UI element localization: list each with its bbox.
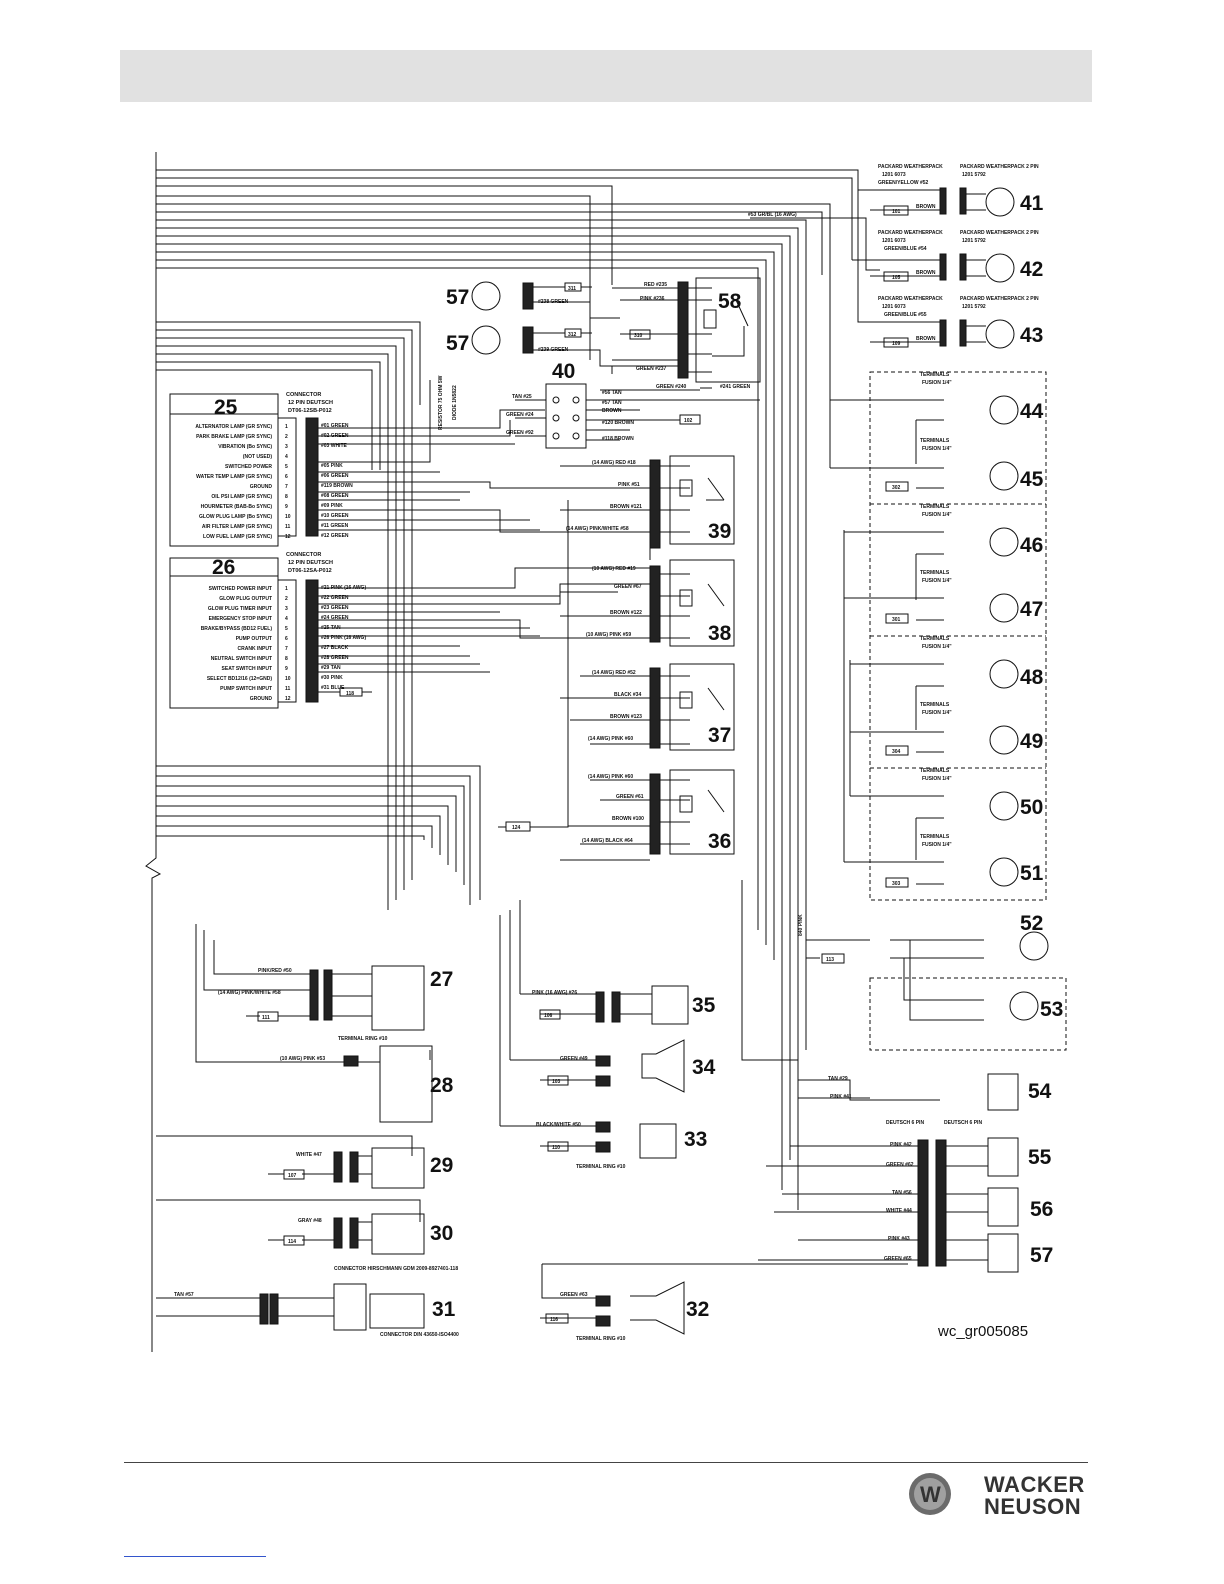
sw40-a: TAN #25 — [512, 394, 532, 400]
r38-c: BROWN #122 — [610, 610, 642, 616]
connector25-pin-number: 5 — [285, 464, 288, 470]
connector25-pin-label: AIR FILTER LAMP (GR SYNC) — [201, 524, 272, 530]
ground-101: 101 — [892, 209, 901, 215]
connector26-pin-number: 8 — [285, 656, 288, 662]
connector25-wire-label: #06 GREEN — [321, 473, 349, 479]
w29: WHITE #47 — [296, 1152, 322, 1158]
connector25-pin-label: WATER TEMP LAMP (GR SYNC) — [196, 474, 272, 480]
w57-a: PINK #43 — [888, 1236, 910, 1242]
c25-title: CONNECTOR — [286, 392, 322, 398]
w34: GREEN #49 — [560, 1056, 588, 1062]
k58-c: GREEN #237 — [636, 366, 667, 372]
r37-b: BLACK #34 — [614, 692, 642, 698]
ground-312: 312 — [568, 332, 577, 338]
w35: PINK (16 AWG) #26 — [532, 990, 578, 996]
connector25-wire-label: #12 GREEN — [321, 533, 349, 539]
connector25-wire-label: #10 GREEN — [321, 513, 349, 519]
connector26-pin-number: 11 — [285, 686, 291, 692]
brand-line1: WACKER — [984, 1472, 1085, 1497]
connector26-pin-number: 6 — [285, 636, 288, 642]
packard2-42: PACKARD WEATHERPACK 2 PIN — [960, 230, 1039, 236]
connector25-pin-label: LOW FUEL LAMP (GR SYNC) — [203, 534, 272, 540]
sw40-g: #120 BROWN — [602, 420, 634, 426]
label-27: 27 — [430, 968, 454, 991]
connector26-pin-number: 4 — [285, 616, 288, 622]
connector25-wire-label: #01 GREEN — [321, 423, 349, 429]
frame-left-line — [146, 152, 160, 1352]
ground-107: 107 — [288, 1173, 297, 1179]
connector25-wire-label: #08 GREEN — [321, 493, 349, 499]
label-36: 36 — [708, 830, 732, 853]
label-29: 29 — [430, 1154, 454, 1177]
connector26-wire-label: #26 PINK (16 AWG) — [321, 635, 367, 641]
r38-d: (10 AWG) PINK #59 — [586, 632, 632, 638]
connector25-pin-number: 7 — [285, 484, 288, 490]
connector25-pin-number: 9 — [285, 504, 288, 510]
w27-a: PINK/RED #50 — [258, 968, 292, 974]
sw40-c: GREEN #92 — [506, 430, 534, 436]
ground-302: 302 — [892, 485, 901, 491]
r36-d: (14 AWG) BLACK #64 — [582, 838, 633, 844]
pn2-42: 1201 5792 — [962, 238, 986, 244]
term-44: TERMINALS — [920, 372, 950, 378]
label-54: 54 — [1028, 1080, 1052, 1103]
c25-sub1: 12 PIN DEUTSCH — [288, 400, 333, 406]
fusion-44: FUSION 1/4" — [922, 380, 952, 386]
term-51: TERMINALS — [920, 834, 950, 840]
dt6-a: DEUTSCH 6 PIN — [886, 1120, 925, 1126]
connector26-wire-label: #29 TAN — [321, 665, 341, 671]
term-49: TERMINALS — [920, 702, 950, 708]
connector25-pin-label: GLOW PLUG LAMP (Bo SYNC) — [199, 514, 272, 520]
w56-b: WHITE #44 — [886, 1208, 912, 1214]
ground-116: 116 — [550, 1317, 559, 1323]
connector25-pin-label: PARK BRAKE LAMP (GR SYNC) — [196, 434, 272, 440]
label-32: 32 — [686, 1298, 710, 1321]
ground-106: 106 — [544, 1013, 553, 1019]
packard-41: PACKARD WEATHERPACK — [878, 164, 943, 170]
connector26-pin-label: SEAT SWITCH INPUT — [221, 666, 272, 672]
ground-304: 304 — [892, 749, 901, 755]
connector26-pin-label: PUMP OUTPUT — [235, 636, 272, 642]
din: CONNECTOR DIN 43650-ISO4400 — [380, 1332, 459, 1338]
connector-26-pins — [201, 585, 367, 702]
connector25-pin-number: 2 — [285, 434, 288, 440]
connector25-wire-label: #05 PINK — [321, 463, 343, 469]
sw40-d: #56 TAN — [602, 390, 622, 396]
c25-sub2: DT06-12SB-P012 — [288, 408, 332, 414]
term-47: TERMINALS — [920, 570, 950, 576]
label-56: 56 — [1030, 1198, 1054, 1221]
connector25-pin-number: 12 — [285, 534, 291, 540]
ring-28: TERMINAL RING #10 — [338, 1036, 388, 1042]
label-25: 25 — [214, 396, 238, 419]
l57-a: #238 GREEN — [538, 299, 569, 305]
connector25-pin-label: (NOT USED) — [242, 454, 272, 460]
wire-42: GREEN/BLUE #54 — [884, 246, 927, 252]
sw40-b: GREEN #24 — [506, 412, 534, 418]
w28: (10 AWG) PINK #53 — [280, 1056, 326, 1062]
footer-divider — [124, 1462, 1088, 1463]
ground-103: 103 — [552, 1079, 561, 1085]
w57-b: GREEN #65 — [884, 1256, 912, 1262]
connector26-wire-label: #28 GREEN — [321, 655, 349, 661]
brand-logo — [908, 1470, 1088, 1518]
sw40-f: BROWN — [602, 408, 622, 414]
r39-b: PINK #51 — [618, 482, 640, 488]
k58-a: RED #235 — [644, 282, 668, 288]
pink-840: 840 PINK — [798, 914, 804, 936]
connector26-pin-label: NEUTRAL SWITCH INPUT — [210, 656, 272, 662]
ground-113: 113 — [826, 957, 835, 963]
label-26: 26 — [212, 556, 236, 579]
c26-sub2: DT06-12SA-P012 — [288, 568, 332, 574]
ground-110: 110 — [552, 1145, 561, 1151]
fusion-48: FUSION 1/4" — [922, 644, 952, 650]
ground-105: 105 — [892, 275, 901, 281]
connector26-pin-label: PUMP SWITCH INPUT — [220, 686, 272, 692]
connector25-pin-number: 11 — [285, 524, 291, 530]
connector26-pin-number: 2 — [285, 596, 288, 602]
c26-title: CONNECTOR — [286, 552, 322, 558]
connector25-pin-label: VIBRATION (Bo SYNC) — [218, 444, 272, 450]
ground-102: 102 — [684, 418, 693, 424]
w54-a: TAN #29 — [828, 1076, 848, 1082]
ground-118: 118 — [346, 691, 355, 697]
label-44: 44 — [1020, 400, 1044, 423]
pn2-41: 1201 5792 — [962, 172, 986, 178]
connector26-pin-label: SWITCHED POWER INPUT — [208, 586, 272, 592]
pn2-43: 1201 5792 — [962, 304, 986, 310]
r37-c: BROWN #123 — [610, 714, 642, 720]
r39-c: BROWN #121 — [610, 504, 642, 510]
connector26-pin-number: 12 — [285, 696, 291, 702]
w32: GREEN #63 — [560, 1292, 588, 1298]
r36-a: (14 AWG) PINK #60 — [588, 774, 634, 780]
ground-114: 114 — [288, 1239, 297, 1245]
packard-43: PACKARD WEATHERPACK — [878, 296, 943, 302]
connector25-pin-number: 1 — [285, 424, 288, 430]
connector26-pin-label: BRAKE/BYPASS (BD12 FUEL) — [200, 626, 272, 632]
r36-c: BROWN #100 — [612, 816, 644, 822]
packard-connectors — [940, 188, 966, 346]
w55-a: PINK #42 — [890, 1142, 912, 1148]
connector26-wire-label: #24 GREEN — [321, 615, 349, 621]
connector26-wire-label: #27 BLACK — [321, 645, 349, 651]
fusion-45: FUSION 1/4" — [922, 446, 952, 452]
ground-124: 124 — [512, 825, 521, 831]
connector25-pin-number: 6 — [285, 474, 288, 480]
wire-43: GREEN/BLUE #55 — [884, 312, 927, 318]
w33: BLACK/WHITE #50 — [536, 1122, 581, 1128]
connector25-wire-label: #119 BROWN — [321, 483, 353, 489]
r37-d: (14 AWG) PINK #60 — [588, 736, 634, 742]
connector26-pin-label: SELECT BD12/16 (12=GND) — [206, 676, 272, 682]
c26-sub1: 12 PIN DEUTSCH — [288, 560, 333, 566]
connector26-pin-label: GLOW PLUG OUTPUT — [219, 596, 272, 602]
label-39: 39 — [708, 520, 732, 543]
label-28: 28 — [430, 1074, 454, 1097]
label-52: 52 — [1020, 912, 1044, 935]
connector26-pin-number: 3 — [285, 606, 288, 612]
dt6-b: DEUTSCH 6 PIN — [944, 1120, 983, 1126]
label-31: 31 — [432, 1298, 456, 1321]
label-51: 51 — [1020, 862, 1044, 885]
connector25-pin-number: 8 — [285, 494, 288, 500]
term-45: TERMINALS — [920, 438, 950, 444]
r38-b: GREEN #67 — [614, 584, 642, 590]
r39-d: (14 AWG) PINK/WHITE #58 — [566, 526, 629, 532]
connector26-pin-label: GROUND — [249, 696, 272, 702]
label-58: 58 — [718, 290, 742, 313]
connector26-pin-label: EMERGENCY STOP INPUT — [208, 616, 272, 622]
connector26-wire-label: #21 PINK (16 AWG) — [321, 585, 367, 591]
connector26-wire-label: #25 TAN — [321, 625, 341, 631]
fusion-51: FUSION 1/4" — [922, 842, 952, 848]
connector26-wire-label: #30 PINK — [321, 675, 343, 681]
term-46: TERMINALS — [920, 504, 950, 510]
connector25-wire-label: #09 PINK — [321, 503, 343, 509]
label-37: 37 — [708, 724, 732, 747]
fusion-46: FUSION 1/4" — [922, 512, 952, 518]
pn-42: 1201 6073 — [882, 238, 906, 244]
label-47: 47 — [1020, 598, 1044, 621]
pn-41: 1201 6073 — [882, 172, 906, 178]
connector26-wire-label: #22 GREEN — [321, 595, 349, 601]
svg-text:W: W — [920, 1482, 941, 1507]
label-40: 40 — [552, 360, 576, 383]
label-33: 33 — [684, 1128, 708, 1151]
brown-43: BROWN — [916, 336, 936, 342]
resistor-label: RESISTOR 75 OHM 5W — [438, 375, 444, 430]
l57-b: #239 GREEN — [538, 347, 569, 353]
connector26-wire-label: #31 BLUE — [321, 685, 345, 691]
connector26-pin-label: GLOW PLUG TIMER INPUT — [207, 606, 272, 612]
packard2-43: PACKARD WEATHERPACK 2 PIN — [960, 296, 1039, 302]
label-50: 50 — [1020, 796, 1044, 819]
connector26-pin-number: 7 — [285, 646, 288, 652]
label-45: 45 — [1020, 468, 1044, 491]
fusion-50: FUSION 1/4" — [922, 776, 952, 782]
label-49: 49 — [1020, 730, 1044, 753]
diode-label: DIODE 1N5822 — [452, 385, 458, 420]
connector25-pin-label: HOURMETER (BAB-Bo SYNC) — [200, 504, 272, 510]
ground-303: 303 — [892, 881, 901, 887]
fusion-47: FUSION 1/4" — [922, 578, 952, 584]
connector25-wire-label: #11 GREEN — [321, 523, 349, 529]
fusion-49: FUSION 1/4" — [922, 710, 952, 716]
connector25-wire-label: #03 WHITE — [321, 443, 347, 449]
label-34: 34 — [692, 1056, 716, 1079]
connector25-pin-label: OIL PSI LAMP (GR SYNC) — [211, 494, 272, 500]
connector26-pin-number: 10 — [285, 676, 291, 682]
label-43: 43 — [1020, 324, 1044, 347]
hirsch: CONNECTOR HIRSCHMANN GDM 2009-8927401-118 — [334, 1266, 459, 1272]
sw40-h: #118 BROWN — [602, 436, 634, 442]
label-57-lamp-a: 57 — [446, 286, 470, 309]
ring-33: TERMINAL RING #10 — [576, 1164, 626, 1170]
bus-label: #53 GR/BL (16 AWG) — [748, 212, 797, 218]
connector25-pin-label: SWITCHED POWER — [225, 464, 272, 470]
ground-109: 109 — [892, 341, 901, 347]
w54-b: PINK #41 — [830, 1094, 852, 1100]
connector25-pin-number: 3 — [285, 444, 288, 450]
w30: GRAY #48 — [298, 1218, 322, 1224]
packard2-41: PACKARD WEATHERPACK 2 PIN — [960, 164, 1039, 170]
connector25-pin-label: ALTERNATOR LAMP (GR SYNC) — [195, 424, 272, 430]
k58-b: PINK #236 — [640, 296, 665, 302]
w27-b: (14 AWG) PINK/WHITE #58 — [218, 990, 281, 996]
label-35: 35 — [692, 994, 716, 1017]
packard-42: PACKARD WEATHERPACK — [878, 230, 943, 236]
connector26-pin-number: 5 — [285, 626, 288, 632]
sw40-e: #57 TAN — [602, 400, 622, 406]
connector25-wire-label: #02 GREEN — [321, 433, 349, 439]
brown-41: BROWN — [916, 204, 936, 210]
label-46: 46 — [1020, 534, 1044, 557]
r37-a: (14 AWG) RED #52 — [592, 670, 636, 676]
ground-301: 301 — [892, 617, 901, 623]
term-48: TERMINALS — [920, 636, 950, 642]
ring-32: TERMINAL RING #10 — [576, 1336, 626, 1342]
ground-310: 310 — [634, 333, 643, 339]
label-53: 53 — [1040, 998, 1064, 1021]
label-55: 55 — [1028, 1146, 1052, 1169]
connector26-wire-label: #23 GREEN — [321, 605, 349, 611]
ground-311: 311 — [568, 286, 577, 292]
connector26-pin-label: CRANK INPUT — [237, 646, 272, 652]
k58-e: #241 GREEN — [720, 384, 751, 390]
term-50: TERMINALS — [920, 768, 950, 774]
r38-a: (10 AWG) RED #19 — [592, 566, 636, 572]
k58-d: GREEN #240 — [656, 384, 687, 390]
w56-a: TAN #56 — [892, 1190, 912, 1196]
label-42: 42 — [1020, 258, 1044, 281]
label-48: 48 — [1020, 666, 1044, 689]
connector26-pin-number: 1 — [285, 586, 288, 592]
footer-link-line — [124, 1556, 266, 1557]
r36-b: GREEN #61 — [616, 794, 644, 800]
wire-41: GREEN/YELLOW #52 — [878, 180, 929, 186]
reference-id: wc_gr005085 — [938, 1323, 1029, 1340]
connector26-pin-number: 9 — [285, 666, 288, 672]
pn-43: 1201 6073 — [882, 304, 906, 310]
label-38: 38 — [708, 622, 732, 645]
label-30: 30 — [430, 1222, 454, 1245]
connector25-pin-number: 4 — [285, 454, 288, 460]
connector25-pin-number: 10 — [285, 514, 291, 520]
connector25-pin-label: GROUND — [249, 484, 272, 490]
w55-b: GREEN #62 — [886, 1162, 914, 1168]
label-57-valve: 57 — [1030, 1244, 1054, 1267]
label-41: 41 — [1020, 192, 1044, 215]
w31: TAN #57 — [174, 1292, 194, 1298]
ground-111: 111 — [262, 1015, 270, 1021]
label-57-lamp-b: 57 — [446, 332, 470, 355]
brown-42: BROWN — [916, 270, 936, 276]
r39-a: (14 AWG) RED #18 — [592, 460, 636, 466]
brand-line2: NEUSON — [984, 1494, 1082, 1518]
